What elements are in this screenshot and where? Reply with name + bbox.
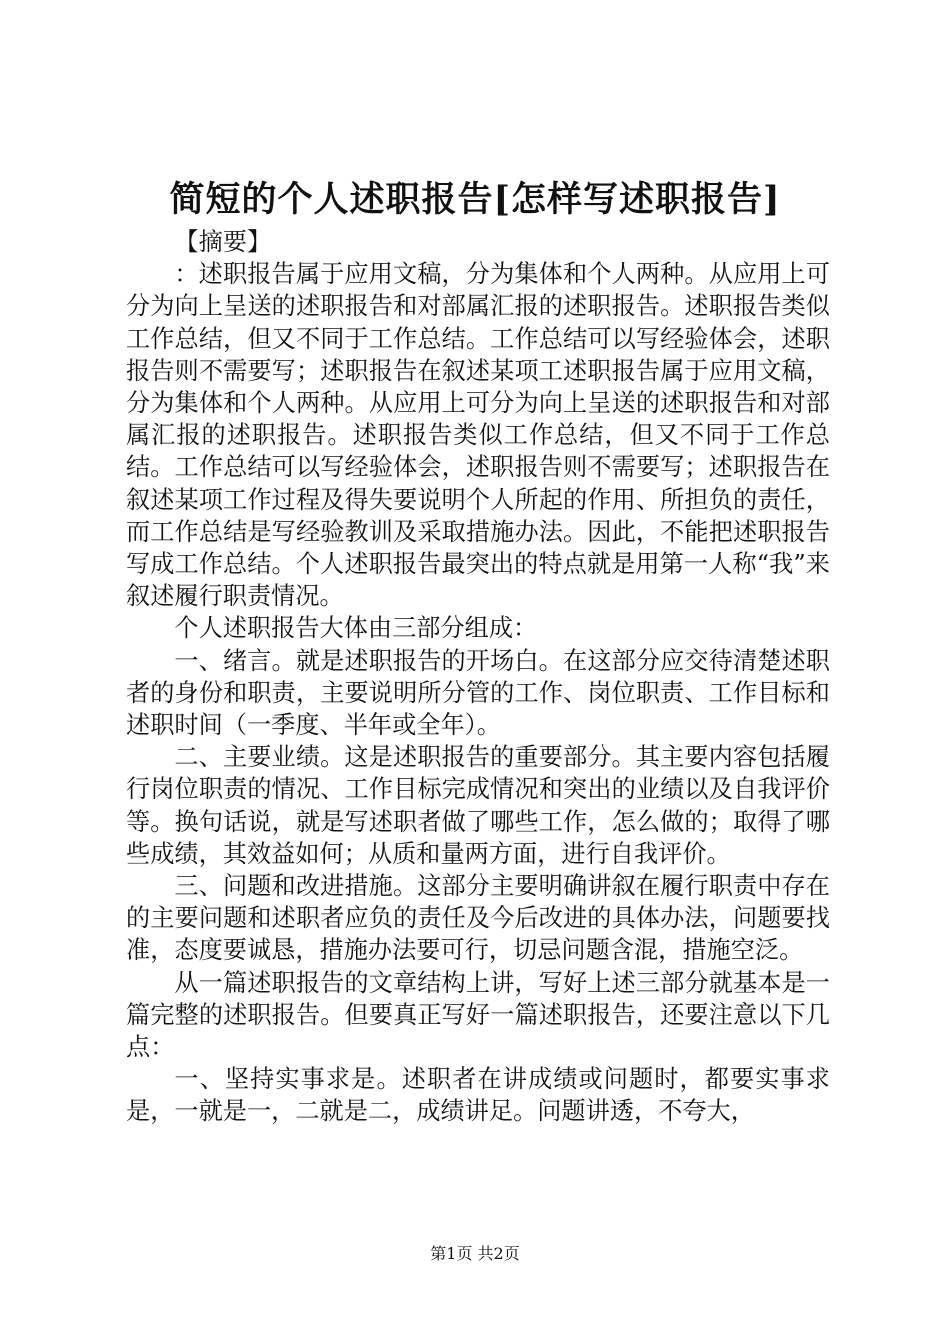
paragraph-note-1: 一、坚持实事求是。述职者在讲成绩或问题时，都要实事求是，一就是一，二就是二，成绩讲足。问题讲透，不夸大， xyxy=(126,1065,830,1126)
document-body xyxy=(126,226,830,1128)
paragraph-abstract: ：述职报告属于应用文稿，分为集体和个人两种。从应用上可分为向上呈送的述职报告和对部属汇报的述职报告。述职报告类似工作总结，但又不同于工作总结。工作总结可以写经验体会，述职报告则不需要写；述职报告在叙述某项工述职报告属于应用文稿，分为集体和个人两种。从应用上可分为向上呈送的述职报告和对部属汇报的述职报告。述职报告类似工作总结，但又不同于工作总结。工作总结可以写经验体会，述职报告则不需要写；述职报告在叙述某项工作过程及得失要说明个人所起的作用、所担负的责任，而工作总结是写经验教训及采取措施办法。因此，不能把述职报告写成工作总结。个人述职报告最突出的特点就是用第一人称“我”来叙述履行职责情况。 xyxy=(126,260,830,611)
page-footer: 第1页 共2页 xyxy=(430,1244,520,1263)
paragraph-part-1: 一、绪言。就是述职报告的开场白。在这部分应交待清楚述职者的身份和职责，主要说明所分管的工作、岗位职责、工作目标和述职时间（一季度、半年或全年）。 xyxy=(126,646,830,740)
paragraph-notes-intro: 从一篇述职报告的文章结构上讲，写好上述三部分就基本是一篇完整的述职报告。但要真正写好一篇述职报告，还要注意以下几点： xyxy=(126,968,830,1062)
paragraph-part-2: 二、主要业绩。这是述职报告的重要部分。其主要内容包括履行岗位职责的情况、工作目标完成情况和突出的业绩以及自我评价等。换句话说，就是写述职者做了哪些工作，怎么做的；取得了哪些成绩，其效益如何；从质和量两方面，进行自我评价。 xyxy=(126,743,830,868)
abstract-label: 【摘要】 xyxy=(174,228,272,256)
paragraph-part-3: 三、问题和改进措施。这部分主要明确讲叙在履行职责中存在的主要问题和述职者应负的责任及今后改进的具体办法，问题要找准，态度要诚恳，措施办法要可行，切忌问题含混，措施空泛。 xyxy=(126,872,830,965)
paragraph-structure-intro: 个人述职报告大体由三部分组成： xyxy=(174,614,538,643)
document-title: 简短的个人述职报告[怎样写述职报告] xyxy=(169,179,781,220)
